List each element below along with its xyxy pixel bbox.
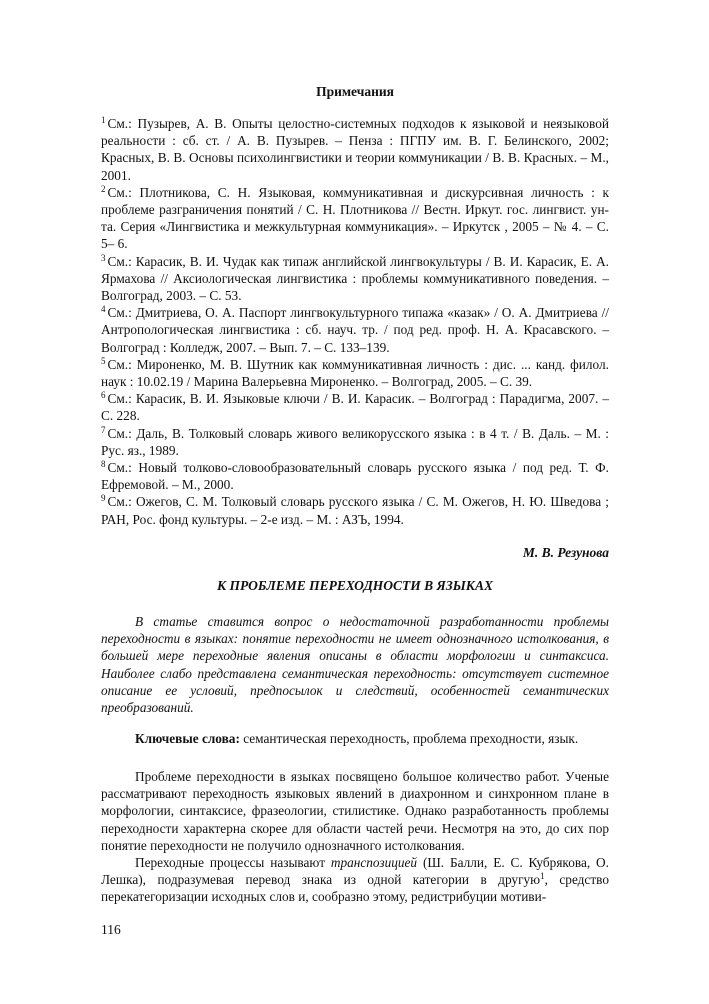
note-text: См.: Дмитриева, О. А. Паспорт лингвокультурного типажа «казак» / О. А. Дмитриева // Антропологическая лингвистика : сб. науч. тр. / под ред. проф. Н. А. Красавского. – Волгоград : Колледж, 2007. – Вып. 7. – С. 133–139. [101, 305, 609, 355]
body-paragraph [101, 854, 609, 906]
note-number: 5 [101, 355, 106, 366]
article-title: К ПРОБЛЕМЕ ПЕРЕХОДНОСТИ В ЯЗЫКАХ [217, 578, 493, 593]
article-author: М. В. Резунова [522, 545, 609, 560]
note-item [101, 115, 609, 184]
note-number: 4 [101, 304, 106, 315]
note-item [101, 304, 609, 356]
note-item [101, 356, 609, 390]
note-item [101, 459, 609, 493]
page-number: 116 [101, 922, 121, 937]
note-number: 7 [101, 424, 106, 435]
note-number: 1 [101, 115, 106, 125]
note-text: См.: Даль, В. Толковый словарь живого великорусского языка : в 4 т. / В. Даль. – М. : Рус. яз., 1989. [101, 425, 609, 458]
notes-heading: Примечания [316, 84, 394, 99]
paragraph-text: , средство перекатегоризации исходных слов и, сообразно этому, редистрибуции мотиви- [101, 872, 609, 905]
note-number: 9 [101, 493, 106, 504]
term-italic: транспозицией [330, 855, 418, 871]
note-item [101, 425, 609, 459]
note-text: См.: Карасик, В. И. Чудак как типаж английской лингвокультуры / В. И. Карасик, Е. А. Ярмахова // Аксиологическая лингвистика : проблемы коммуникативного поведения. – Волгоград, 2003. – С. 53. [101, 253, 609, 304]
note-text: См.: Ожегов, С. М. Толковый словарь русского языка / С. М. Ожегов, Н. Ю. Шведова ; РАН, Рос. фонд культуры. – 2-е изд. – М. : АЗЪ, 1994. [101, 494, 609, 527]
note-item [101, 184, 609, 253]
note-text: См.: Мироненко, М. В. Шутник как коммуникативная личность : дис. ... канд. филол. наук : 10.02.19 / Марина Валерьевна Мироненко. – Волгоград, 2005. – С. 39. [101, 356, 609, 390]
paragraph-text: (Ш. Балли, Е. С. Кубрякова, О. Лешка), подразумевая перевод знака из одной категории в другую [101, 855, 609, 888]
body-paragraph: Проблеме переходности в языках посвящено большое количество работ. Ученые рассматривают переходность языковых явлений в диахронном и синхронном плане в морфологии, синтаксисе, фразеологии, стилистике. Однако разработанность проблемы переходности характерна скорее для области частей речи. Несмотря на это, до сих пор понятие переходности не получило однозначного истолкования. [101, 769, 609, 853]
keywords-label: Ключевые слова: [135, 731, 240, 746]
note-number: 6 [101, 390, 106, 401]
note-text: См.: Пузырев, А. В. Опыты целостно-системных подходов к языковой и неязыковой реальности : сб. ст. / А. В. Пузырев. – Пенза : ПГПУ им. В. Г. Белинского, 2002; Красных, В. В. Основы психолингвистики и теории коммуникации / В. В. Красных. – М., 2001. [101, 116, 609, 183]
note-text: См.: Карасик, В. И. Языковые ключи / В. И. Карасик. – Волгоград : Парадигма, 2007. – С. 228. [101, 391, 609, 424]
note-text: См.: Плотникова, С. Н. Языковая, коммуникативная и дискурсивная личность : к проблеме разграничения понятий / С. Н. Плотникова // Вестн. Иркут. гос. лингвист. ун-та. Серия «Лингвистика и межкультурная коммуникация». – Иркутск , 2005 – № 4. – С. 5– 6. [101, 184, 609, 252]
note-number: 3 [101, 252, 106, 263]
article-abstract: В статье ставится вопрос о недостаточной разработанности проблемы переходности в языках: понятие переходности не имеет однозначного истолкования, в большей мере переходные явления описаны в области морфологии и синтаксиса. Наиболее слабо представлена семантическая переходность: отсутствует системное описание ее условий, предпосылок и следствий, особенностей семантических преобразований. [101, 614, 609, 716]
note-item [101, 390, 609, 424]
footnote-ref: 1 [540, 871, 545, 882]
note-number: 8 [101, 459, 106, 470]
keywords-text: семантическая переходность, проблема преходности, язык. [239, 731, 579, 746]
note-item [101, 253, 609, 305]
note-text: См.: Новый толково-словообразовательный словарь русского языка / под ред. Т. Ф. Ефремовой. – М., 2000. [101, 460, 609, 493]
note-item [101, 493, 609, 527]
paragraph-text: Переходные процессы называют [135, 855, 331, 871]
article-body [101, 768, 609, 906]
notes-list [101, 115, 609, 528]
keywords-line [101, 730, 609, 747]
note-number: 2 [101, 183, 106, 194]
